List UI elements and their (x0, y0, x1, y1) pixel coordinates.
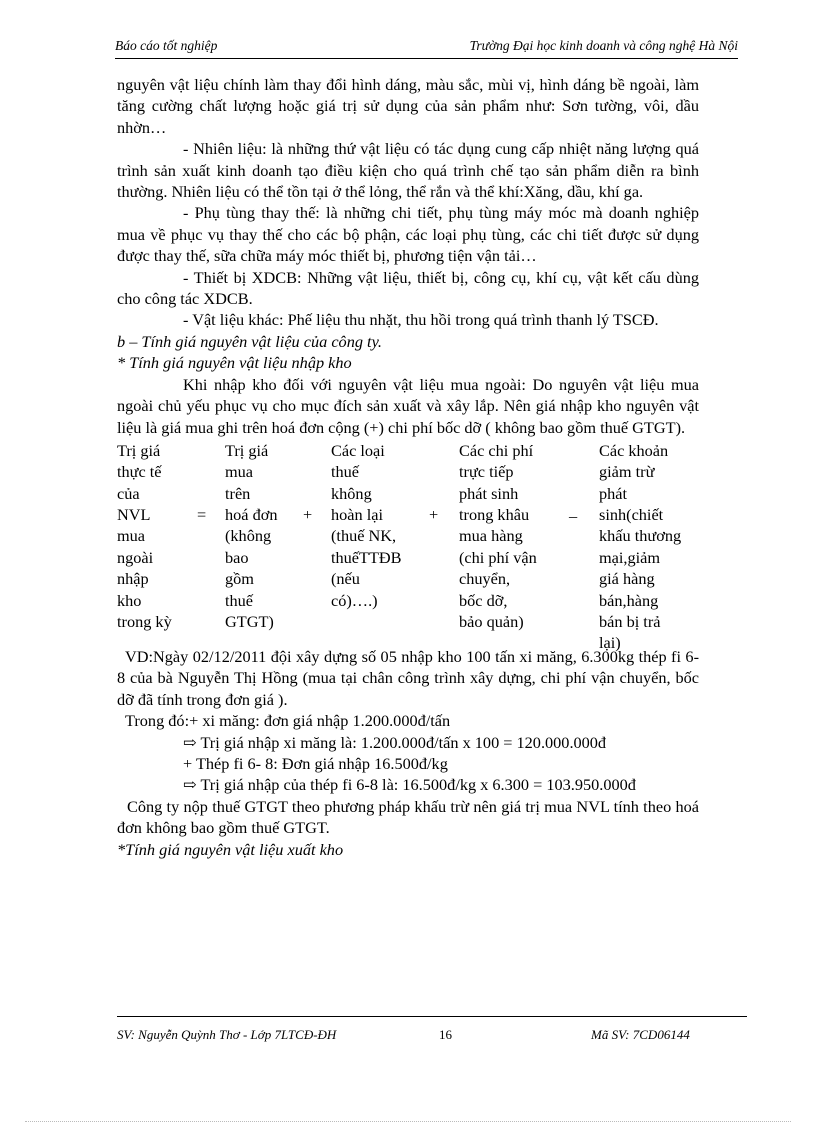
example-breakdown: Trong đó:+ xi măng: đơn giá nhập 1.200.000đ/tấn (125, 711, 451, 731)
formula-text: bao (225, 547, 249, 567)
vat-note-paragraph: Công ty nộp thuế GTGT theo phương pháp khấu trừ nên giá trị mua NVL tính theo hoá đơn không bao gồm thuế GTGT. (117, 796, 699, 838)
formula-text: hoàn lại (331, 505, 383, 525)
paragraph-other-materials: - Vật liệu khác: Phế liệu thu nhặt, thu hồi trong quá trình thanh lý TSCĐ. (183, 310, 659, 330)
formula-text: có)….) (331, 590, 378, 610)
formula-text: chuyển, (459, 569, 511, 589)
formula-text: bốc dỡ, (459, 590, 508, 610)
document-body (117, 74, 699, 860)
formula-col-actual-value (117, 440, 185, 633)
formula-text: Trị giá (117, 440, 161, 460)
header-report-title: Báo cáo tốt nghiệp (115, 38, 218, 53)
page-edge-divider (25, 1121, 791, 1122)
formula-text: trong kỳ (117, 612, 172, 632)
formula-equals: = (197, 504, 207, 524)
formula-text: mua (117, 526, 146, 546)
formula-text: Trị giá (225, 440, 269, 460)
heading-export-price: *Tính giá nguyên vật liệu xuất kho (117, 839, 344, 859)
formula-text: thuế (331, 462, 360, 482)
formula-plus: + (429, 504, 439, 524)
formula-text: bán bị trả (599, 612, 661, 632)
formula-text: trên (225, 483, 251, 503)
formula-text: khấu thương (599, 526, 682, 546)
formula-plus: + (303, 504, 313, 524)
steel-value-text: Trị giá nhập của thép fi 6-8 là: 16.500đ/kg x 6.300 = 103.950.000đ (200, 775, 636, 795)
formula-text: của (117, 483, 140, 503)
formula-text: sinh(chiết (599, 505, 664, 525)
steel-value-line (117, 774, 699, 795)
formula-text: trong khâu (459, 505, 530, 525)
formula-text: Các khoản (599, 440, 669, 460)
paragraph-fuel: - Nhiên liệu: là những thứ vật liệu có tác dụng cung cấp nhiệt năng lượng quá trình sản xuất kinh doanh tạo điều kiện cho quá trình chế tạo sản phẩm diễn ra bình thường. Nhiên liệu có thể tồn tại ở thể lỏng, thể rắn và thể khí:Xăng, dầu, khí ga. (117, 139, 699, 202)
formula-text: Các loại (331, 440, 385, 460)
formula-text: giảm trừ (599, 462, 655, 482)
page-header (115, 38, 738, 59)
page-number: 16 (439, 1027, 452, 1042)
formula-col-deductions (599, 440, 699, 654)
formula-text: (chi phí vận (459, 547, 537, 567)
formula-text: phát (599, 483, 628, 503)
example-paragraph: VD:Ngày 02/12/2011 đội xây dựng số 05 nhập kho 100 tấn xi măng, 6.300kg thép fi 6-8 của bà Nguyễn Thị Hồng (mua tại chân công trình xây dựng, chi phí vận chuyển, bốc dỡ đã tính trong đơn giá ). (117, 646, 699, 709)
footer-student: SV: Nguyễn Quỳnh Thơ - Lớp 7LTCĐ-ĐH (117, 1027, 337, 1042)
paragraph-continuation: nguyên vật liệu chính làm thay đổi hình dáng, màu sắc, mùi vị, hình dáng bề ngoài, làm tăng cường chất lượng hoặc giá trị sử dụng của sản phẩm như: Sơn tường, vôi, dầu nhờn… (117, 75, 699, 137)
formula-text: giá hàng (599, 569, 655, 589)
cement-value-text: Trị giá nhập xi măng là: 1.200.000đ/tấn x 100 = 120.000.000đ (200, 732, 607, 752)
formula-text: thuế (225, 590, 254, 610)
formula-text: (không (225, 526, 272, 546)
formula-text: trực tiếp (459, 462, 514, 482)
header-university: Trường Đại học kinh doanh và công nghệ Hà Nội (469, 38, 738, 53)
arrow-icon: ⇨ (183, 732, 197, 752)
formula-text: GTGT) (225, 612, 274, 632)
paragraph-import-intro: Khi nhập kho đối với nguyên vật liệu mua ngoài: Do nguyên vật liệu mua ngoài chủ yếu phục vụ cho mục đích sản xuất và xây lắp. Nên giá nhập kho nguyên vật liệu là giá mua ghi trên hoá đơn cộng (+) chi phí bốc dỡ ( không bao gồm thuế GTGT). (117, 374, 699, 437)
paragraph-spare-parts: - Phụ tùng thay thế: là những chi tiết, phụ tùng máy móc mà doanh nghiệp mua về phục vụ thay thế cho các bộ phận, các loại phụ tùng, các chi tiết được sử dụng được thay thế, sữa chữa máy móc thiết bị, phương tiện vận tải… (117, 203, 699, 266)
arrow-icon: ⇨ (183, 775, 197, 795)
formula-text: lại) (599, 633, 621, 653)
formula-text: bán,hàng (599, 590, 659, 610)
heading-import-price: * Tính giá nguyên vật liệu nhập kho (117, 353, 352, 373)
footer-student-id: Mã SV: 7CD06144 (591, 1027, 690, 1042)
formula-text: ngoài (117, 547, 154, 567)
formula-text: kho (117, 590, 142, 610)
formula-text: mại,giảm (599, 547, 661, 567)
formula-text: Các chi phí (459, 440, 534, 460)
formula-text: (thuế NK, (331, 526, 397, 546)
formula-text: NVL (117, 505, 151, 525)
cement-value-line (117, 732, 699, 753)
section-heading-b: b – Tính giá nguyên vật liệu của công ty. (117, 331, 382, 351)
formula-col-taxes (331, 440, 417, 611)
formula-text: nhập (117, 569, 149, 589)
formula-col-direct-costs (459, 440, 555, 633)
formula-text: thuếTTĐB (331, 547, 402, 567)
formula-text: thực tế (117, 462, 162, 482)
formula-text: phát sinh (459, 483, 519, 503)
formula-text: bảo quản) (459, 612, 524, 632)
formula-text: hoá đơn (225, 505, 278, 525)
steel-price-line: + Thép fi 6- 8: Đơn giá nhập 16.500đ/kg (183, 753, 448, 773)
paragraph-xdcb-equipment: - Thiết bị XDCB: Những vật liệu, thiết bị, công cụ, khí cụ, vật kết cấu dùng cho công tác XDCB. (117, 267, 699, 309)
page-footer (117, 1016, 747, 1042)
formula-text: mua (225, 462, 254, 482)
formula-col-purchase-value (225, 440, 301, 633)
formula-text: không (331, 483, 372, 503)
formula-text: (nếu (331, 569, 360, 589)
formula-text: gồm (225, 569, 254, 589)
formula-minus: _ (569, 500, 578, 520)
formula-text: mua hàng (459, 526, 523, 546)
import-price-formula (117, 440, 699, 653)
